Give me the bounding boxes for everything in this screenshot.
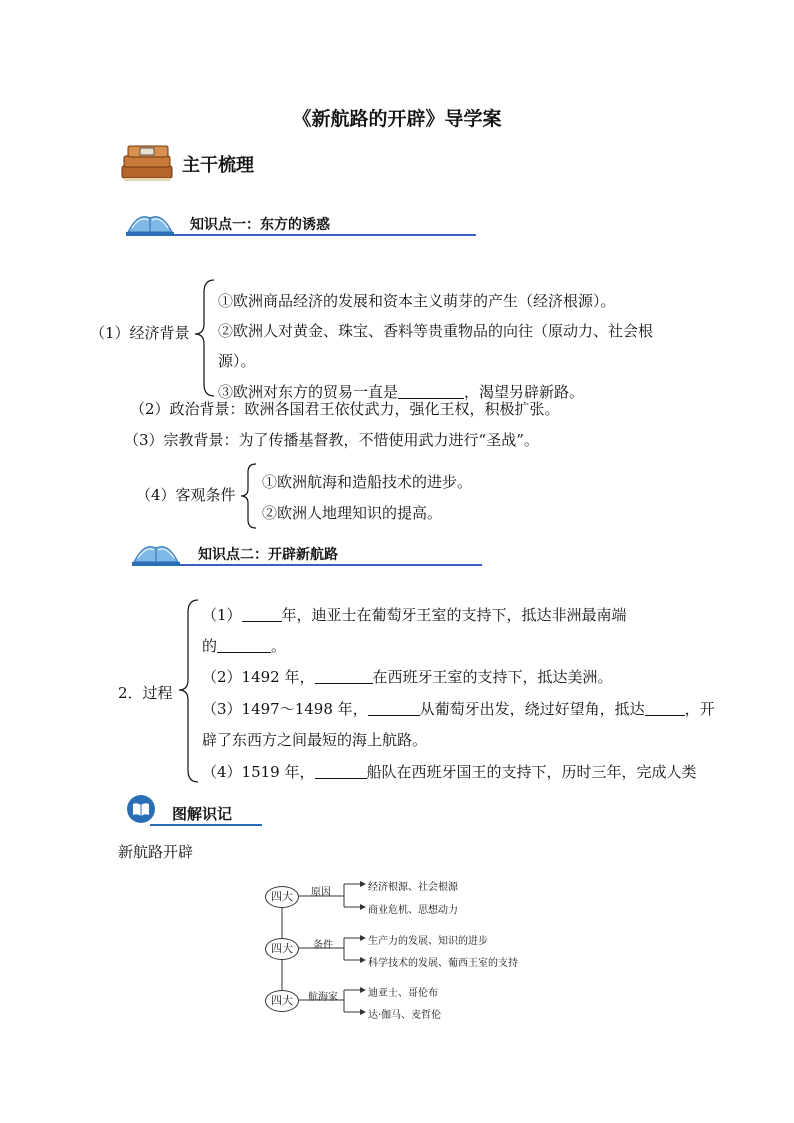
diagram-node-3: 四大: [265, 990, 299, 1012]
political-background: （2）政治背景：欧洲各国君王依仗武力，强化王权，积极扩张。: [130, 400, 560, 418]
kp2-underline: [180, 564, 482, 566]
diagram-node-1: 四大: [265, 886, 299, 908]
books-icon: [118, 142, 176, 186]
diagram-category-2: 条件: [313, 940, 333, 951]
section-diagram-heading: 图解识记: [172, 805, 233, 823]
navigator-blank[interactable]: [315, 763, 367, 779]
process-item-1-cont: 的 。: [202, 637, 287, 655]
diagram-item-3-2: 达·伽马、麦哲伦: [368, 1010, 442, 1021]
process-brace: [176, 598, 202, 784]
diagram-connectors: [260, 872, 550, 1027]
religious-background: （3）宗教背景：为了传播基督教，不惜使用武力进行“圣战”。: [124, 431, 539, 449]
diagram-item-1-1: 经济根源、社会根源: [368, 882, 458, 893]
diagram-item-2-2: 科学技术的发展、葡西王室的支持: [368, 958, 518, 969]
objective-item-2: ②欧洲人地理知识的提高。: [262, 504, 443, 522]
process-item-4: （4）1519 年， 船队在西班牙国王的支持下，历时三年，完成人类: [202, 763, 697, 781]
kp1-heading: 知识点一：东方的诱惑: [190, 217, 330, 233]
econ-item-3: ③欧洲对东方的贸易一直是 ，渴望另辟新路。: [218, 383, 585, 401]
open-book-icon: [126, 206, 174, 238]
open-book-icon: [132, 536, 180, 568]
diagram-category-1: 原因: [311, 887, 331, 898]
process-item-3-cont: 辟了东西方之间最短的海上航路。: [202, 731, 428, 749]
year-blank[interactable]: [242, 606, 282, 622]
diagram-item-1-2: 商业危机、思想动力: [368, 905, 458, 916]
objective-item-1: ①欧洲航海和造船技术的进步。: [262, 473, 473, 491]
diagram-category-3: 航海家: [308, 992, 338, 1003]
kp1-underline: [172, 234, 476, 236]
process-item-2: （2）1492 年， 在西班牙王室的支持下，抵达美洲。: [202, 668, 613, 686]
process-item-3: （3）1497～1498 年， 从葡萄牙出发，绕过好望角，抵达 ，开: [202, 700, 715, 718]
kp2-heading: 知识点二：开辟新航路: [198, 547, 338, 563]
econ-brace: [192, 278, 218, 398]
book-circle-icon: [124, 794, 158, 824]
process-label: 2．过程: [118, 684, 173, 702]
objective-brace: [238, 462, 260, 530]
objective-label: （4）客观条件: [136, 486, 236, 504]
econ-item-2-cont: 源）。: [218, 352, 256, 370]
diagram-node-2: 四大: [265, 938, 299, 960]
econ-item-2: ②欧洲人对黄金、珠宝、香料等贵重物品的向往（原动力、社会根: [218, 322, 654, 340]
diagram-item-2-1: 生产力的发展、知识的进步: [368, 936, 488, 947]
econ-blank[interactable]: [398, 383, 464, 399]
diagram-item-3-1: 迪亚士、哥伦布: [368, 988, 438, 999]
process-item-1: （1） 年，迪亚士在葡萄牙王室的支持下，抵达非洲最南端: [202, 606, 627, 624]
cape-blank[interactable]: [217, 637, 271, 653]
econ-label: （1）经济背景: [90, 324, 190, 342]
navigator-blank[interactable]: [315, 668, 373, 684]
econ-item-1: ①欧洲商品经济的发展和资本主义萌芽的产生（经济根源）。: [218, 292, 616, 310]
section-main-heading: 主干梳理: [182, 155, 254, 176]
page-title: 《新航路的开辟》导学案: [292, 108, 502, 130]
navigator-blank[interactable]: [368, 700, 420, 716]
diagram-title: 新航路开辟: [118, 843, 194, 861]
destination-blank[interactable]: [645, 700, 685, 716]
diagram-heading-underline: [150, 824, 262, 826]
